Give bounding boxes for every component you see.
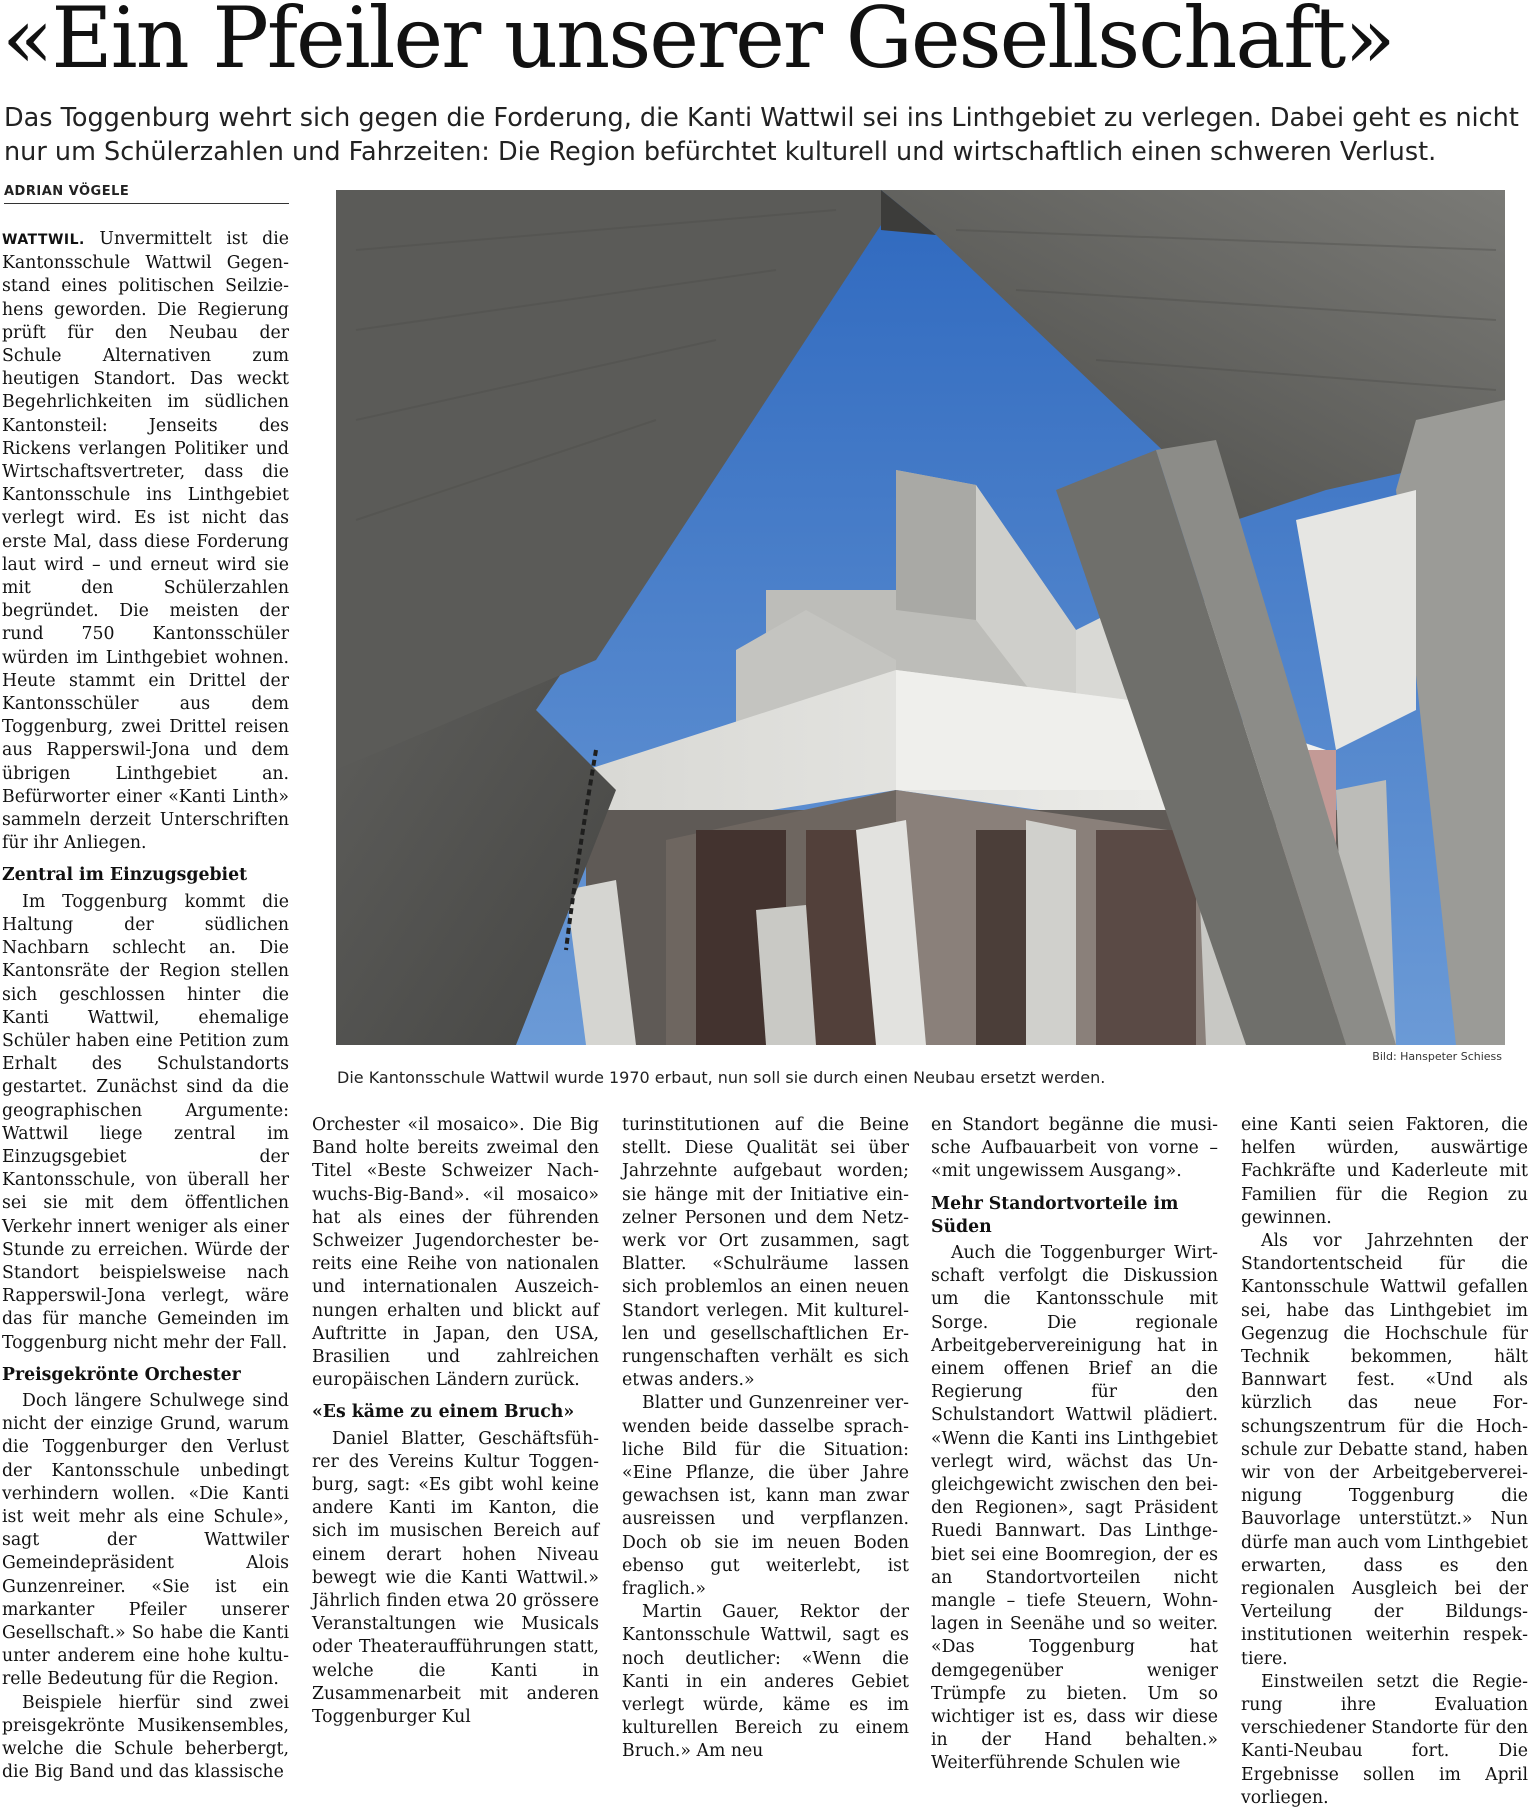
paragraph: Als vor Jahrzehnten der Standortentscheid für die Kantonsschule Wattwil gefallen sei, habe das Linthgebiet im Gegenzug die Hochschule für Technik bekommen, hält Bannwart fest. «Und als kürzlich das neue Forschungszentrum für die Hochschule zur Debatte stand, haben wir von der Arbeitgebervereinigung Toggenburg die Bauvorlage unterstützt.» Nun dürfe man auch vom Linthgebiet erwarten, dass es den regionalen Ausgleich bei der Verteilung der Bildungsinstitutionen weiterhin respektiere. [1241,1231,1528,1669]
article-photo [336,190,1505,1045]
paragraph [2,228,289,855]
photo-credit: Bild: Hanspeter Schiess [1372,1050,1502,1063]
paragraph: Daniel Blatter, Geschäftsführer des Vereins Kultur Toggenburg, sagt: «Es gibt wohl keine andere Kanti im Kanton, die sich im musischen Bereich auf einem derart hohen Niveau bewegt wie die Kanti Wattwil.» Jährlich finden etwa 20 grössere Veranstaltungen wie Musicals oder Theateraufführungen statt, welche die Kanti in Zusammenarbeit mit anderen Toggenburger Kul [312,1428,599,1728]
paragraph: Orchester «il mosaico». Die Big Band holte bereits zweimal den Titel «Beste Schweizer Nachwuchs-Big-Band». «il mosaico» hat als eines der führenden Schweizer Jugendorchester bereits eine Reihe von nationalen und internationalen Auszeichnungen erhalten und blickt auf Auftritte in Japan, den USA, Brasilien und zahlreichen europäischen Ländern zurück. [312,1115,599,1391]
byline: ADRIAN VÖGELE [4,184,289,204]
paragraph: Beispiele hierfür sind zwei preisgekrönte Musikensembles, welche die Schule beherbergt, die Big Band und das klassische [2,1692,289,1783]
paragraph: Doch längere Schulwege sind nicht der einzige Grund, warum die Toggenburger den Verlust der Kantonsschule unbedingt verhindern wollen. «Die Kanti ist weit mehr als eine Schule», sagt der Wattwiler Gemeindepräsident Alois Gunzenreiner. «Sie ist ein markanter Pfeiler unserer Gesellschaft.» So habe die Kanti unter anderem eine hohe kulturelle Bedeutung für die Region. [2,1390,289,1690]
paragraph: en Standort begänne die musische Aufbauarbeit von vorne – «mit ungewissem Ausgang». [931,1115,1218,1182]
paragraph: Einstweilen setzt die Regierung ihre Evaluation verschiedener Standorte für den Kanti-Neubau fort. Die Ergebnisse sollen im April vorliegen. [1241,1671,1528,1808]
paragraph: turinstitutionen auf die Beine stellt. Diese Qualität sei über Jahrzehnte aufgebaut worden; sie hänge mit der Initiative einzelner Personen und dem Netzwerk vor Ort zusammen, sagt Blatter. «Schulräume lassen sich problemlos an einen neuen Standort verlegen. Mit kulturellen und gesellschaftlichen Errungenschaften verhält es sich etwas anders.» [622,1115,909,1391]
paragraph-text: Unvermittelt ist die Kantonsschule Wattwil Gegenstand eines politischen Seilziehens geworden. Die Regierung prüft für den Neubau der Schule Alternativen zum heutigen Standort. Das weckt Begehrlichkeiten im südlichen Kantonsteil: Jenseits des Rickens verlangen Politiker und Wirtschaftsvertreter, dass die Kantonsschule ins Linthgebiet verlegt wird. Es ist nicht das erste Mal, dass diese Forderung laut wird – und erneut wird sie mit den Schülerzahlen begründet. Die meisten der rund 750 Kantonsschüler würden im Linthgebiet wohnen. Heute stammt ein Drittel der Kantonsschüler aus dem Toggenburg, zwei Drittel reisen aus Rapperswil-Jona und dem übrigen Linthgebiet an. Befürworter einer «Kanti Linth» sammeln derzeit Unterschriften für ihr Anliegen. [2,229,290,854]
article-column-1 [2,228,290,1783]
article-column-5 [1241,1114,1528,1808]
subheading: Mehr Standortvorteile im Süden [931,1193,1179,1237]
article-column-4 [931,1114,1218,1774]
photo-caption: Die Kantonsschule Wattwil wurde 1970 erbaut, nun soll sie durch einen Neubau ersetzt werden. [337,1068,1106,1087]
subheading: «Es käme zu einem Bruch» [312,1402,575,1423]
dateline: WATTWIL. [2,232,85,248]
subheading: Zentral im Einzugsgebiet [2,865,248,886]
article-column-2 [312,1114,599,1728]
paragraph: Blatter und Gunzenreiner verwenden beide dasselbe sprachliche Bild für die Situation: «Eine Pflanze, die über Jahre gewachsen ist, kann man zwar ausreissen und verpflanzen. Doch ob sie im neuen Boden ebenso gut weiterlebt, ist fraglich.» [622,1393,909,1600]
paragraph: Auch die Toggenburger Wirtschaft verfolgt die Diskussion um die Kantonsschule mit Sorge. Die regionale Arbeitgebervereinigung hat in einem offenen Brief an die Regierung für den Schulstandort Wattwil plädiert. «Wenn die Kanti ins Linthgebiet verlegt wird, wächst das Ungleichgewicht zwischen den beiden Regionen», sagt Präsident Ruedi Bannwart. Das Linthgebiet sei eine Boomregion, der es an Standortvorteilen nicht mangle – tiefe Steuern, Wohnlagen in Seenähe und so weiter. «Das Toggenburg hat demgegenüber weniger Trümpfe zu bieten. Um so wichtiger ist es, dass wir diese in der Hand behalten.» Weiterführende Schulen wie [931,1243,1218,1774]
lead-text: Das Toggenburg wehrt sich gegen die Forderung, die Kanti Wattwil sei ins Linthgebiet zu verlegen. Dabei geht es nicht nur um Schülerzahlen und Fahrzeiten: Die Region befürchtet kulturell und wirtschaftlich einen schweren Verlust. [4,103,1519,167]
paragraph: Martin Gauer, Rektor der Kantonsschule Wattwil, sagt es noch deutlicher: «Wenn die Kanti in ein anderes Gebiet verlegt würde, käme es im kulturellen Bereich zu einem Bruch.» Am neu [622,1602,909,1762]
article-column-3 [622,1114,909,1762]
subheading: Preisgekrönte Orchester [2,1364,241,1385]
headline: «Ein Pfeiler unserer Gesellschaft» [2,0,1394,87]
paragraph: Im Toggenburg kommt die Haltung der südlichen Nachbarn schlecht an. Die Kantonsräte der Region stellen sich geschlossen hinter die Kanti Wattwil, ehemalige Schüler haben eine Petition zum Erhalt des Schulstandorts gestartet. Zunächst sind da die geographischen Argumente: Wattwil liege zentral im Einzugsgebiet der Kantonsschule, von überall her sei sie mit dem öffentlichen Verkehr innert weniger als einer Stunde zu erreichen. Würde der Standort beispielsweise nach Rapperswil-Jona verlegt, wäre das für manche Gemeinden im Toggenburg nicht mehr der Fall. [2,891,289,1353]
paragraph: eine Kanti seien Faktoren, die helfen würden, auswärtige Fachkräfte und Kaderleute mit Familien für die Region zu gewinnen. [1241,1115,1528,1228]
